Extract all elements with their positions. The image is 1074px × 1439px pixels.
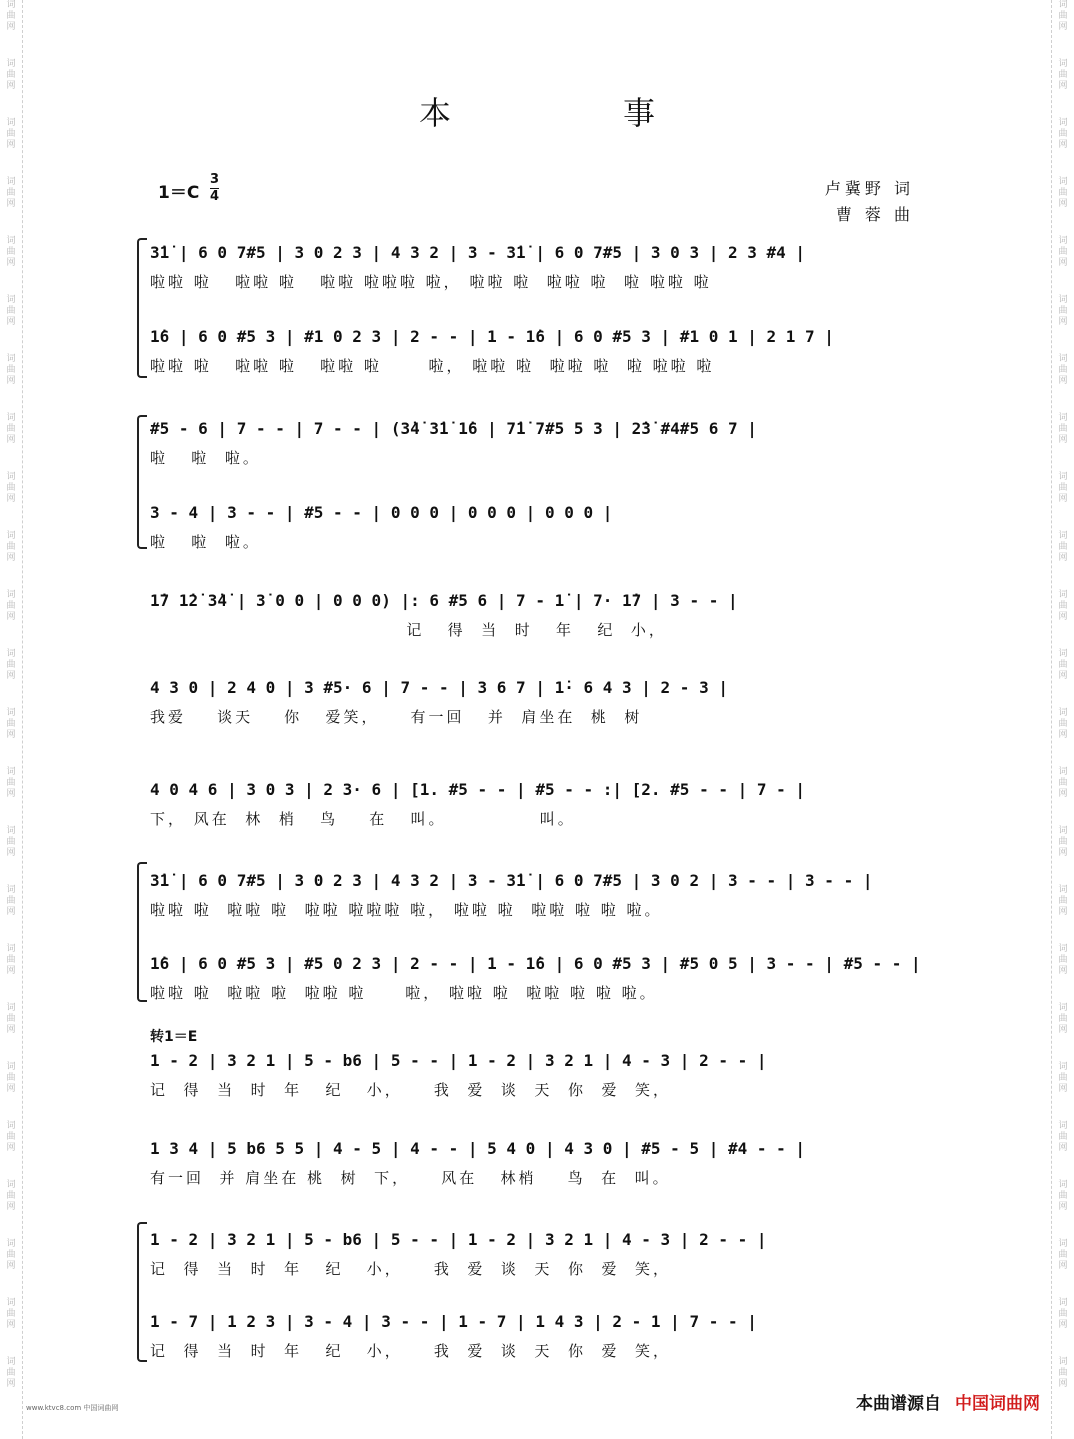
- watermark-text: 词 曲 网: [6, 708, 16, 740]
- watermark-text: 词 曲 网: [1058, 354, 1068, 386]
- watermark-text: 词 曲 网: [6, 1357, 16, 1389]
- watermark-text: 词 曲 网: [6, 590, 16, 622]
- lyricist-credit: 卢冀野 词: [824, 179, 914, 198]
- watermark-text: 词 曲 网: [1058, 59, 1068, 91]
- melody-notation: 1̇6 | 6 0 #5 3 | #1 0 2 3 | 2 - - | 1 - 1̇6 | 6 0 #5 3 | #1 0 1 | 2 1 7 |: [150, 327, 834, 346]
- staff-line: [150, 1050, 916, 1100]
- watermark-text: 词 曲 网: [1058, 1239, 1068, 1271]
- staff-line: [150, 779, 916, 829]
- staff-line: [150, 677, 916, 727]
- watermark-text: 词 曲 网: [6, 1003, 16, 1035]
- watermark-text: 词 曲 网: [1058, 1003, 1068, 1035]
- staff-line: [150, 870, 916, 920]
- lyrics-line: 我爱 谈天 你 爱笑， 有一回 并 肩坐在 桃 树: [150, 708, 643, 726]
- staff-line: [150, 326, 916, 376]
- system-brace: [137, 415, 147, 549]
- watermark-text: 词 曲 网: [6, 649, 16, 681]
- watermark-text: 词 曲 网: [6, 472, 16, 504]
- melody-notation: 4 3 0 | 2 4 0 | 3 #5· 6 | 7 - - | 3 6 7 | 1̇· 6 4 3 | 2 - 3 |: [150, 678, 728, 697]
- watermark-text: 词 曲 网: [6, 354, 16, 386]
- watermark-text: 词 曲 网: [6, 1121, 16, 1153]
- watermark-text: 词 曲 网: [6, 177, 16, 209]
- watermark-text: 词 曲 网: [1058, 472, 1068, 504]
- watermark-text: 词 曲 网: [6, 1239, 16, 1271]
- system-brace: [137, 238, 147, 378]
- time-signature: [210, 172, 219, 205]
- watermark-text: 词 曲 网: [6, 826, 16, 858]
- watermark-text: 词 曲 网: [1058, 295, 1068, 327]
- melody-notation: 1̇6 | 6 0 #5 3 | #5 0 2 3 | 2 - - | 1 - 1̇6 | 6 0 #5 3 | #5 0 5 | 3 - - | #5 - - |: [150, 954, 921, 973]
- watermark-text: 词 曲 网: [1058, 944, 1068, 976]
- watermark-text: 词 曲 网: [1058, 649, 1068, 681]
- source-credit: [856, 1389, 1040, 1414]
- melody-notation: #5 - 6 | 7 - - | 7 - - | (3̇4̇ 3̇1̇ 1̇6 | 7̇1̇ 7#5 5 3 | 2̇3̇ #4#5 6 7 |: [150, 419, 757, 438]
- song-title: 本 事: [418, 94, 725, 132]
- watermark-text: 词 曲 网: [6, 944, 16, 976]
- staff-line: [150, 1229, 916, 1279]
- staff-line: [150, 242, 916, 292]
- watermark-text: 词 曲 网: [1058, 1121, 1068, 1153]
- time-signature-bottom: 4: [210, 189, 220, 204]
- watermark-text: 词 曲 网: [1058, 1298, 1068, 1330]
- watermark-text: 词 曲 网: [1058, 118, 1068, 150]
- watermark-text: 词 曲 网: [1058, 0, 1068, 32]
- staff-line: [150, 590, 916, 640]
- key-change-marker: 转1＝E: [150, 1029, 198, 1045]
- watermark-text: 词 曲 网: [1058, 826, 1068, 858]
- watermark-text: 词 曲 网: [6, 236, 16, 268]
- watermark-text: 词 曲 网: [6, 885, 16, 917]
- watermark-text: 词 曲 网: [1058, 531, 1068, 563]
- staff-line: [150, 502, 916, 552]
- watermark-text: 词 曲 网: [6, 413, 16, 445]
- watermark-text: 词 曲 网: [6, 59, 16, 91]
- lyrics-line: 啦 啦 啦。: [150, 533, 261, 551]
- lyrics-line: 啦 啦 啦。: [150, 449, 261, 467]
- melody-notation: 3̇1̇ | 6 0 7#5 | 3 0 2 3 | 4 3 2 | 3 - 3̇1̇ | 6 0 7#5 | 3 0 3 | 2 3 #4 |: [150, 243, 806, 262]
- watermark-text: 词 曲 网: [1058, 177, 1068, 209]
- watermark-text: 词 曲 网: [6, 767, 16, 799]
- lyrics-line: 记 得 当 时 年 纪 小， 我 爱 谈 天 你 爱 笑，: [150, 1260, 672, 1278]
- watermark-text: 词 曲 网: [1058, 590, 1068, 622]
- watermark-text: 词 曲 网: [1058, 413, 1068, 445]
- system-brace: [137, 1222, 147, 1362]
- lyrics-line: 有一回 并 肩坐在 桃 树 下， 风在 林梢 鸟 在 叫。: [150, 1169, 671, 1187]
- system-brace: [137, 862, 147, 1002]
- melody-notation: 1 - 2 | 3 2 1 | 5 - b6 | 5 - - | 1 - 2 | 3 2 1 | 4 - 3 | 2 - - |: [150, 1051, 767, 1070]
- melody-notation: 1 3 4 | 5 b6 5 5 | 4 - 5 | 4 - - | 5 4 0 | 4 3 0 | #5 - 5 | #4 - - |: [150, 1139, 806, 1158]
- melody-notation: 1 - 7 | 1 2 3 | 3 - 4 | 3 - - | 1 - 7 | 1 4 3 | 2 - 1 | 7 - - |: [150, 1312, 757, 1331]
- lyrics-line: 记 得 当 时 年 纪 小， 我 爱 谈 天 你 爱 笑，: [150, 1081, 672, 1099]
- staff-line: [150, 953, 921, 1003]
- watermark-text: 词 曲 网: [1058, 708, 1068, 740]
- staff-line: [150, 418, 916, 468]
- lyrics-line: 记 得 当 时 年 纪 小， 我 爱 谈 天 你 爱 笑，: [150, 1342, 672, 1360]
- left-watermark-strip: [0, 0, 23, 1439]
- watermark-text: 词 曲 网: [6, 118, 16, 150]
- watermark-text: 词 曲 网: [1058, 1180, 1068, 1212]
- composer-credit: 曹 蓉 曲: [835, 205, 914, 224]
- watermark-text: 词 曲 网: [1058, 1357, 1068, 1389]
- lyrics-line: 啦啦 啦 啦啦 啦 啦啦 啦啦啦 啦， 啦啦 啦 啦啦 啦 啦 啦啦 啦: [150, 273, 712, 291]
- lyrics-line: 啦啦 啦 啦啦 啦 啦啦 啦啦啦 啦， 啦啦 啦 啦啦 啦 啦 啦。: [150, 901, 663, 919]
- staff-line: [150, 1311, 916, 1361]
- key-signature: 1＝C: [158, 183, 200, 203]
- time-signature-top: 3: [210, 172, 220, 187]
- watermark-text: 词 曲 网: [6, 0, 16, 32]
- melody-notation: 3 - 4 | 3 - - | #5 - - | 0 0 0 | 0 0 0 | 0 0 0 |: [150, 503, 613, 522]
- lyrics-line: 啦啦 啦 啦啦 啦 啦啦 啦 啦， 啦啦 啦 啦啦 啦 啦 啦。: [150, 984, 658, 1002]
- watermark-text: 词 曲 网: [6, 295, 16, 327]
- watermark-text: 词 曲 网: [6, 531, 16, 563]
- watermark-text: 词 曲 网: [1058, 767, 1068, 799]
- watermark-text: 词 曲 网: [1058, 885, 1068, 917]
- melody-notation: 3̇1̇ | 6 0 7#5 | 3 0 2 3 | 4 3 2 | 3 - 3̇1̇ | 6 0 7#5 | 3 0 2 | 3 - - | 3 - - |: [150, 871, 873, 890]
- staff-line: [150, 1138, 916, 1188]
- melody-notation: 1̇7 1̇2̇ 3̇4̇ | 3̇ 0 0 | 0 0 0) |: 6 #5 6 | 7 - 1̇ | 7· 1̇7 | 3 - - |: [150, 591, 738, 610]
- lyrics-line: 下， 风在 林 梢 鸟 在 叫。 叫。: [150, 810, 576, 828]
- right-watermark-strip: [1051, 0, 1074, 1439]
- lyrics-line: 啦啦 啦 啦啦 啦 啦啦 啦 啦， 啦啦 啦 啦啦 啦 啦 啦啦 啦: [150, 357, 715, 375]
- lyrics-line: 记 得 当 时 年 纪 小，: [150, 621, 667, 639]
- source-label: 本曲谱源自: [856, 1394, 941, 1414]
- watermark-text: 词 曲 网: [1058, 236, 1068, 268]
- melody-notation: 1 - 2 | 3 2 1 | 5 - b6 | 5 - - | 1 - 2 | 3 2 1 | 4 - 3 | 2 - - |: [150, 1230, 767, 1249]
- watermark-text: 词 曲 网: [6, 1180, 16, 1212]
- melody-notation: 4 0 4 6 | 3 0 3 | 2 3· 6 | [1. #5 - - | #5 - - :| [2. #5 - - | 7 - |: [150, 780, 806, 799]
- source-brand[interactable]: 中国词曲网: [955, 1394, 1040, 1414]
- watermark-text: 词 曲 网: [1058, 1062, 1068, 1094]
- footer-url: www.ktvc8.com 中国词曲网: [26, 1404, 119, 1412]
- watermark-text: 词 曲 网: [6, 1298, 16, 1330]
- watermark-text: 词 曲 网: [6, 1062, 16, 1094]
